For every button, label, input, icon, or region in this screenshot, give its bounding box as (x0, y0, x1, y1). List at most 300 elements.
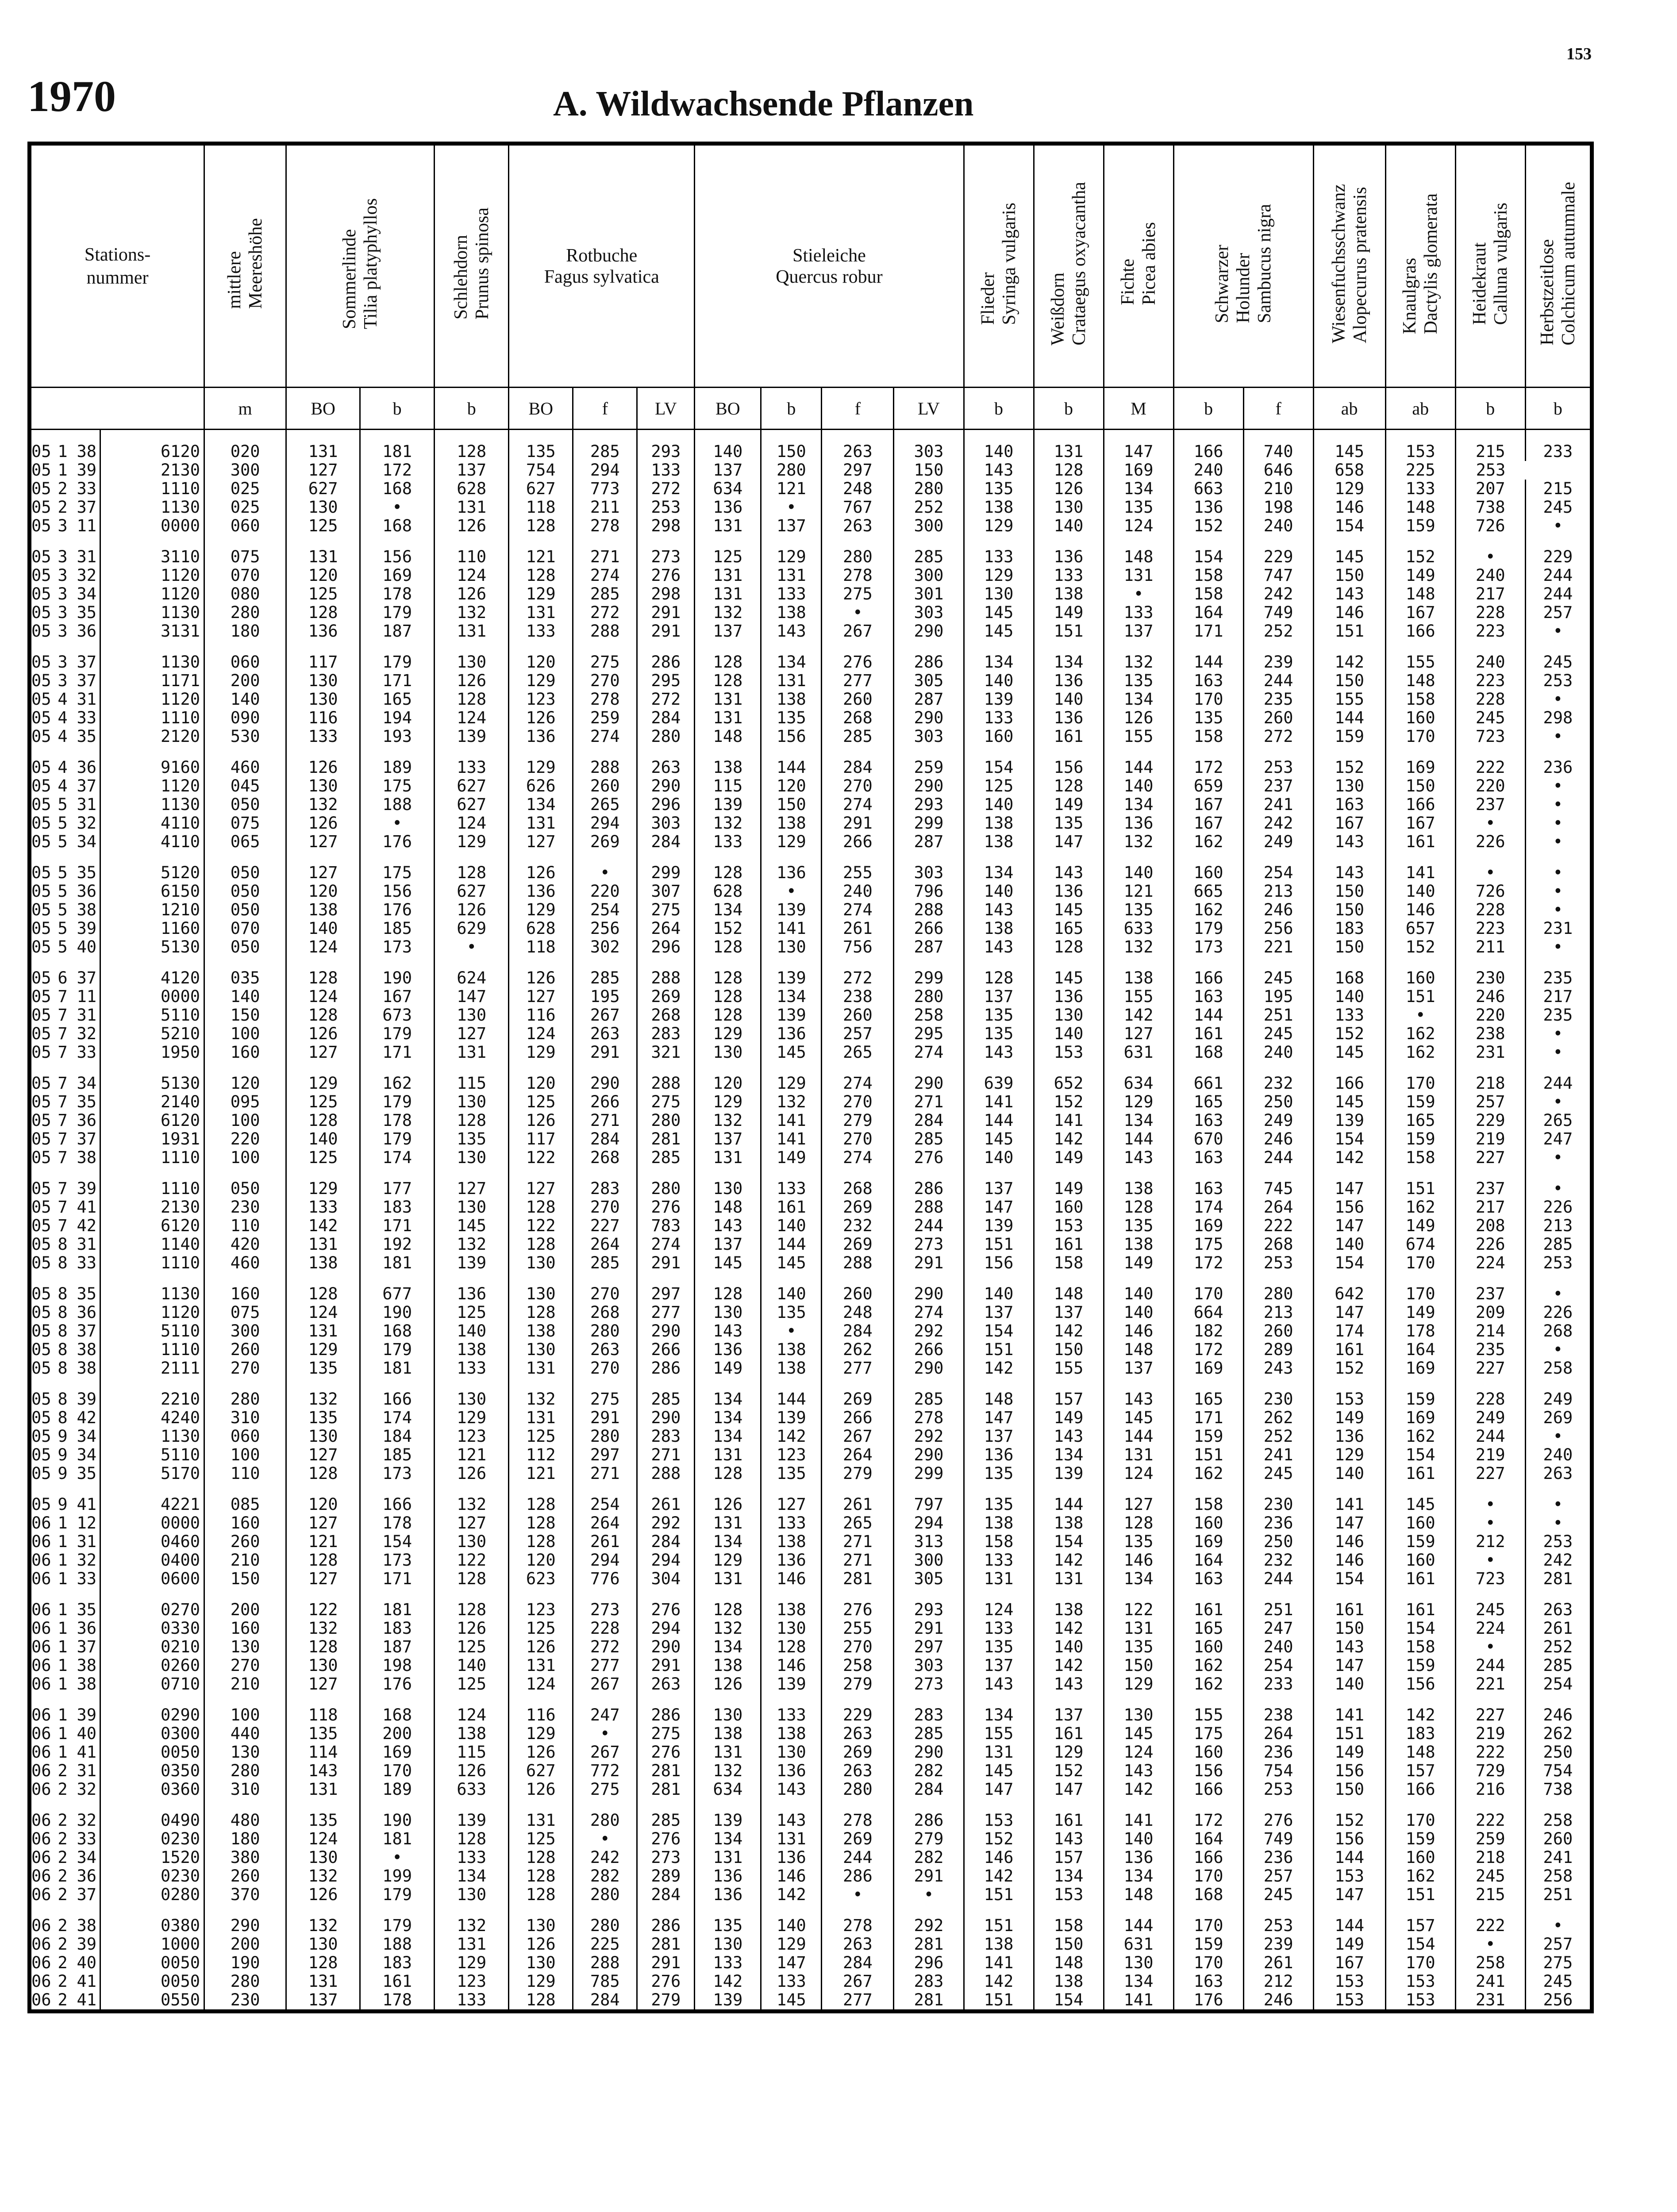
table-cell: 127 (286, 833, 360, 851)
table-cell: 133 (1034, 566, 1104, 585)
table-cell: 2 (58, 1780, 68, 1799)
table-cell: 06 (30, 1904, 52, 1935)
table-cell: 138 (964, 498, 1034, 517)
table-cell: 285 (1525, 1656, 1592, 1675)
table-cell: 150 (1034, 1340, 1104, 1359)
table-cell: 156 (964, 1254, 1034, 1272)
table-cell: 284 (573, 1130, 637, 1148)
table-cell: 05 (30, 777, 52, 795)
table-cell: 161 (761, 1198, 822, 1217)
table-cell: 628 (509, 919, 573, 938)
table-cell: 293 (894, 1588, 964, 1619)
table-cell: 125 (435, 1638, 509, 1656)
table-cell: 122 (1104, 1588, 1173, 1619)
table-cell: 124 (435, 1694, 509, 1724)
table-cell: 285 (637, 1148, 695, 1167)
table-cell: 128 (695, 1006, 761, 1025)
table-cell: 128 (1104, 1514, 1173, 1532)
table-cell: 145 (964, 1130, 1034, 1148)
table-cell: 747 (1243, 566, 1313, 585)
table-cell: 294 (894, 1514, 964, 1532)
calluna-header: Heidekraut Calluna vulgaris (1455, 144, 1525, 388)
table-cell: 278 (573, 690, 637, 709)
table-cell: 159 (1385, 1656, 1455, 1675)
table-cell: • (1525, 1148, 1592, 1167)
table-cell: 135 (964, 1638, 1034, 1656)
table-cell: 050 (204, 1167, 286, 1198)
table-cell: 138 (964, 1935, 1034, 1954)
table-cell: 284 (637, 1886, 695, 1904)
table-cell: 3131 (100, 622, 204, 641)
table-cell: 154 (1313, 1570, 1385, 1588)
table-cell: 277 (637, 1303, 695, 1322)
table-cell: 05 (30, 585, 52, 603)
table-cell: 126 (509, 709, 573, 727)
table-cell: 266 (573, 1093, 637, 1111)
table-cell: 235 (1455, 1340, 1525, 1359)
table-cell: 269 (822, 1743, 894, 1762)
table-cell: 260 (573, 777, 637, 795)
table-cell: 141 (964, 1093, 1034, 1111)
table-cell: 35 (77, 1600, 97, 1619)
table-cell: 288 (637, 1062, 695, 1093)
table-cell: 134 (964, 641, 1034, 672)
table-cell: 138 (1104, 956, 1173, 987)
table-cell: 6120 (100, 1111, 204, 1130)
table-cell: 297 (894, 1638, 964, 1656)
table-cell: 133 (761, 585, 822, 603)
table-cell: 280 (822, 1780, 894, 1799)
table-cell: 132 (286, 1619, 360, 1638)
table-cell: 31 (77, 547, 97, 566)
table-cell: 131 (435, 498, 509, 517)
table-cell: 227 (1455, 1359, 1525, 1378)
table-cell: 161 (1034, 727, 1104, 746)
table-cell: 138 (1034, 1514, 1104, 1532)
table-cell: 156 (1173, 1762, 1243, 1780)
table-cell: 283 (894, 1694, 964, 1724)
table-cell: 260 (1243, 709, 1313, 727)
table-cell: 36 (77, 882, 97, 901)
table-cell: 8 (58, 1284, 68, 1303)
table-cell: 05 (30, 1130, 52, 1148)
table-cell: 263 (822, 1724, 894, 1743)
table-cell: 226 (1525, 1303, 1592, 1322)
table-cell: 156 (1313, 1830, 1385, 1848)
table-cell: 34 (77, 1427, 97, 1446)
table-cell: 291 (822, 814, 894, 833)
table-cell: 35 (77, 863, 97, 882)
table-cell: 2 (58, 1761, 68, 1780)
table-cell: 170 (1385, 1062, 1455, 1093)
table-cell: 149 (1385, 1217, 1455, 1235)
table-cell: 674 (1385, 1235, 1455, 1254)
table-cell: 245 (1243, 956, 1313, 987)
table-cell: 170 (1385, 1254, 1455, 1272)
table-cell: 128 (695, 672, 761, 690)
table-cell: 268 (1525, 1322, 1592, 1340)
table-cell: 131 (435, 1935, 509, 1954)
table-cell: 230 (1243, 1378, 1313, 1409)
table-row (30, 430, 1592, 461)
table-cell: 173 (360, 1464, 435, 1483)
table-cell: 143 (1034, 851, 1104, 882)
table-cell: 171 (1173, 622, 1243, 641)
table-cell: 33 (77, 1043, 97, 1062)
table-cell: 5210 (100, 1025, 204, 1043)
table-cell: 161 (1034, 1724, 1104, 1743)
table-cell: 126 (509, 956, 573, 987)
table-cell: 291 (573, 1043, 637, 1062)
table-cell: 128 (964, 956, 1034, 987)
table-cell: 134 (1104, 795, 1173, 814)
table-row (30, 1780, 1592, 1799)
table-cell: 149 (1034, 1167, 1104, 1198)
table-cell: 5 (58, 937, 68, 956)
table-cell: 243 (1243, 1359, 1313, 1378)
table-cell: 147 (1034, 1780, 1104, 1799)
table-cell: 274 (573, 566, 637, 585)
table-cell: 146 (1313, 1551, 1385, 1570)
table-cell: 174 (1173, 1198, 1243, 1217)
table-cell: 132 (695, 1762, 761, 1780)
table-cell: 230 (204, 1991, 286, 2012)
table-cell: 33 (77, 708, 97, 727)
table-cell: 253 (637, 498, 695, 517)
table-cell: 1 (58, 1532, 68, 1551)
table-cell: 0000 (100, 987, 204, 1006)
table-cell: 162 (1173, 901, 1243, 919)
table-cell: 305 (894, 672, 964, 690)
table-cell: 263 (1525, 1588, 1592, 1619)
table-cell: 134 (1104, 690, 1173, 709)
table-cell: 250 (1525, 1743, 1592, 1762)
table-cell: 134 (695, 1378, 761, 1409)
table-cell: 128 (509, 517, 573, 535)
table-cell: 8 (58, 1321, 68, 1340)
table-row (30, 833, 1592, 851)
table-cell: 145 (1034, 901, 1104, 919)
table-cell: • (573, 851, 637, 882)
table-cell: 162 (360, 1062, 435, 1093)
table-cell: 37 (77, 1129, 97, 1148)
table-cell: 166 (360, 1378, 435, 1409)
table-cell: 145 (1313, 1093, 1385, 1111)
table-cell: 179 (360, 641, 435, 672)
table-cell: 36 (77, 622, 97, 641)
table-cell: 260 (204, 1340, 286, 1359)
table-cell: 288 (894, 901, 964, 919)
table-cell: 275 (1525, 1954, 1592, 1972)
table-cell: 0550 (100, 1991, 204, 2012)
table-cell: 126 (435, 517, 509, 535)
table-cell: 05 (30, 622, 52, 641)
table-cell: 34 (77, 1848, 97, 1867)
table-cell: 279 (822, 1464, 894, 1483)
table-cell: 139 (761, 956, 822, 987)
table-cell: 178 (360, 1111, 435, 1130)
table-cell: 246 (1243, 1991, 1313, 2012)
table-cell: 286 (637, 1904, 695, 1935)
table-cell: 5 (58, 900, 68, 919)
table-cell: 263 (1525, 1464, 1592, 1483)
dactylis-header: Knaulgras Dactylis glomerata (1385, 144, 1455, 388)
table-cell: 0710 (100, 1675, 204, 1694)
table-cell: 275 (637, 1724, 695, 1743)
table-cell: 149 (1313, 1935, 1385, 1954)
table-cell: 269 (822, 1198, 894, 1217)
table-cell: • (1525, 1093, 1592, 1111)
table-cell: 291 (637, 1954, 695, 1972)
table-cell: 280 (573, 1322, 637, 1340)
table-cell: 266 (894, 1340, 964, 1359)
table-cell: • (573, 1830, 637, 1848)
table-cell: 1 (58, 1705, 68, 1724)
table-cell: 137 (695, 622, 761, 641)
table-cell: 2 (58, 1811, 68, 1830)
table-cell: 125 (509, 1093, 573, 1111)
table-cell: 147 (1313, 1303, 1385, 1322)
table-cell: 189 (360, 746, 435, 777)
table-cell: 231 (1455, 1991, 1525, 2012)
table-cell: 160 (204, 1043, 286, 1062)
table-cell: 634 (695, 480, 761, 498)
table-cell: 05 (30, 1254, 52, 1272)
table-cell: 286 (637, 1694, 695, 1724)
table-cell: 247 (573, 1694, 637, 1724)
table-cell: 259 (1455, 1830, 1525, 1848)
picea-header: Fichte Picea abies (1104, 144, 1173, 388)
table-cell: 140 (964, 795, 1034, 814)
table-cell: 154 (1313, 1254, 1385, 1272)
table-cell: 147 (1313, 1217, 1385, 1235)
table-cell: • (360, 1848, 435, 1867)
table-cell: 05 (30, 956, 52, 987)
table-cell: 116 (286, 709, 360, 727)
table-cell: 281 (822, 1570, 894, 1588)
unit-label: BO (286, 388, 360, 430)
table-cell: 126 (435, 672, 509, 690)
tilia-header: Sommerlinde Tilia platyphyllos (286, 144, 435, 388)
table-cell: 126 (509, 1780, 573, 1799)
table-cell: 05 (30, 814, 52, 833)
table-cell: 657 (1385, 919, 1455, 938)
table-cell: 171 (360, 1043, 435, 1062)
table-cell: 2 (58, 1972, 68, 1991)
table-cell: 254 (573, 901, 637, 919)
table-cell: 131 (761, 1830, 822, 1848)
table-cell: 126 (1034, 480, 1104, 498)
table-cell: 160 (204, 1272, 286, 1303)
table-cell: 060 (204, 641, 286, 672)
table-cell: 300 (204, 1322, 286, 1340)
table-cell: 5130 (100, 938, 204, 956)
table-cell: 130 (509, 1954, 573, 1972)
table-cell: 1 (58, 442, 68, 461)
table-cell: 246 (1525, 1694, 1592, 1724)
table-cell: 303 (894, 851, 964, 882)
table-cell: 185 (360, 1446, 435, 1464)
table-cell: 242 (1243, 814, 1313, 833)
table-cell: 236 (1243, 1848, 1313, 1867)
table-cell: 270 (573, 1198, 637, 1217)
table-cell: 176 (360, 833, 435, 851)
table-cell: 153 (1034, 1886, 1104, 1904)
table-cell: 158 (1385, 1148, 1455, 1167)
table-cell: 1130 (100, 1272, 204, 1303)
table-cell: 276 (637, 566, 695, 585)
table-cell: 4 (58, 776, 68, 795)
table-cell: 132 (695, 1111, 761, 1130)
table-cell: 32 (77, 1551, 97, 1570)
table-cell: 157 (1385, 1904, 1455, 1935)
table-cell: 240 (1455, 566, 1525, 585)
table-cell: 126 (695, 1675, 761, 1694)
table-cell: 237 (1455, 795, 1525, 814)
table-cell: 123 (509, 690, 573, 709)
table-cell: 286 (894, 1167, 964, 1198)
table-cell: 152 (695, 919, 761, 938)
table-cell: 253 (1525, 1532, 1592, 1551)
table-cell: 152 (1034, 1762, 1104, 1780)
table-cell: 244 (1243, 1148, 1313, 1167)
table-cell: 6150 (100, 882, 204, 901)
table-cell: 145 (964, 622, 1034, 641)
table-cell: 150 (1104, 1656, 1173, 1675)
table-row (30, 814, 1592, 833)
table-cell: • (1525, 882, 1592, 901)
table-cell: • (1104, 585, 1173, 603)
table-cell: 255 (822, 851, 894, 882)
table-cell: 100 (204, 1111, 286, 1130)
table-cell: 168 (1313, 956, 1385, 987)
table-cell: 217 (1525, 987, 1592, 1006)
table-cell: 145 (435, 1217, 509, 1235)
table-cell: 265 (573, 795, 637, 814)
table-cell: 146 (1313, 1532, 1385, 1551)
table-cell: 143 (695, 1217, 761, 1235)
table-cell: 37 (77, 671, 97, 690)
table-cell: 137 (761, 517, 822, 535)
table-cell: 144 (1034, 1483, 1104, 1514)
table-cell: 136 (695, 1867, 761, 1886)
unit-label: b (360, 388, 435, 430)
table-cell: 130 (286, 672, 360, 690)
table-cell: 129 (761, 535, 822, 566)
table-cell: 162 (1173, 833, 1243, 851)
table-cell: 38 (77, 1916, 97, 1935)
table-cell: 279 (822, 1111, 894, 1130)
table-cell: 140 (761, 1904, 822, 1935)
table-cell: 165 (1385, 1111, 1455, 1130)
table-cell: 135 (1104, 672, 1173, 690)
table-cell: 222 (1243, 1217, 1313, 1235)
table-cell: 133 (435, 1848, 509, 1867)
table-cell: 670 (1173, 1130, 1243, 1148)
table-cell: 138 (964, 919, 1034, 938)
table-cell: 05 (30, 641, 52, 672)
table-cell: 124 (1104, 1743, 1173, 1762)
table-cell: 115 (435, 1062, 509, 1093)
table-cell: 200 (204, 1935, 286, 1954)
table-cell: 628 (695, 882, 761, 901)
table-cell: 262 (1525, 1724, 1592, 1743)
table-cell: 627 (435, 777, 509, 795)
table-cell: 05 (30, 1025, 52, 1043)
table-cell: 290 (573, 1062, 637, 1093)
table-cell: 261 (1243, 1954, 1313, 1972)
table-cell: 169 (1385, 1409, 1455, 1427)
table-cell: 162 (1173, 1675, 1243, 1694)
table-cell: 045 (204, 777, 286, 795)
table-cell: 263 (637, 1675, 695, 1694)
table-cell: 145 (1385, 1483, 1455, 1514)
table-cell: 252 (1243, 622, 1313, 641)
syringa-header: Flieder Syringa vulgaris (964, 144, 1034, 388)
table-cell: 136 (761, 1025, 822, 1043)
table-cell: 300 (894, 517, 964, 535)
table-cell: 1210 (100, 901, 204, 919)
table-cell: 137 (435, 461, 509, 480)
table-cell: 272 (637, 480, 695, 498)
table-row (30, 1427, 1592, 1446)
table-cell: 726 (1455, 517, 1525, 535)
table-cell: 2 (58, 1935, 68, 1954)
table-cell: 229 (1525, 535, 1592, 566)
table-cell: 0270 (100, 1588, 204, 1619)
table-cell: 143 (964, 938, 1034, 956)
table-cell: 284 (822, 1322, 894, 1340)
table-cell: 172 (1173, 1340, 1243, 1359)
table-cell: 130 (1313, 777, 1385, 795)
table-cell: 131 (1104, 566, 1173, 585)
table-cell: 131 (695, 566, 761, 585)
table-cell: 06 (30, 1935, 52, 1954)
table-cell: 31 (77, 1532, 97, 1551)
table-cell: 131 (435, 1043, 509, 1062)
table-cell: 240 (1243, 1043, 1313, 1062)
unit-label: M (1104, 388, 1173, 430)
table-row (30, 1991, 1592, 2012)
table-cell: 283 (637, 1427, 695, 1446)
table-cell: 140 (695, 430, 761, 461)
table-cell: 1 (58, 1600, 68, 1619)
table-cell: 139 (761, 1675, 822, 1694)
table-cell: 38 (77, 1359, 97, 1378)
table-cell: 120 (761, 777, 822, 795)
table-cell: 157 (1034, 1848, 1104, 1867)
table-cell: 39 (77, 919, 97, 938)
table-cell: 258 (1525, 1799, 1592, 1830)
table-cell: 116 (509, 1006, 573, 1025)
table-cell: 130 (695, 1167, 761, 1198)
table-cell: 292 (637, 1514, 695, 1532)
table-cell: 127 (509, 987, 573, 1006)
table-cell: 137 (695, 1130, 761, 1148)
table-row (30, 1235, 1592, 1254)
table-cell: 291 (573, 1409, 637, 1427)
table-cell: 263 (822, 1762, 894, 1780)
table-cell: 143 (761, 622, 822, 641)
table-cell: 130 (435, 641, 509, 672)
table-cell: 06 (30, 1954, 52, 1972)
table-cell: 050 (204, 795, 286, 814)
table-cell: 280 (573, 1799, 637, 1830)
table-cell: 263 (573, 1340, 637, 1359)
table-cell: 142 (1385, 1694, 1455, 1724)
table-cell: 34 (77, 832, 97, 851)
table-cell: 210 (204, 1551, 286, 1570)
